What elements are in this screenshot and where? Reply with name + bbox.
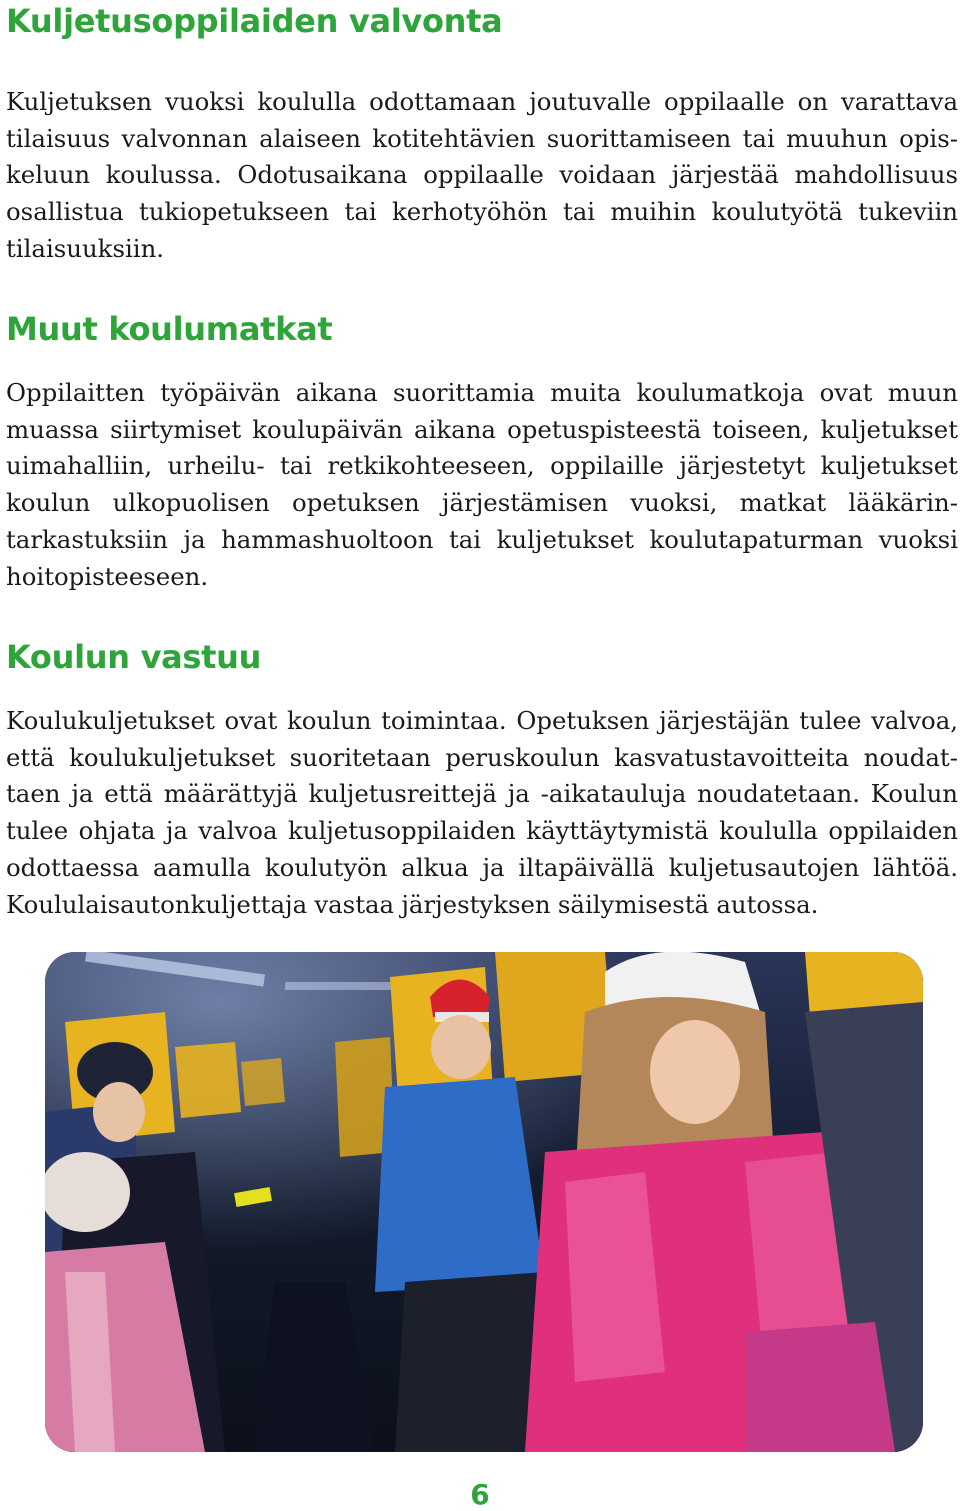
- section-title-muut-koulumatkat: Muut koulumatkat: [6, 310, 333, 348]
- section-title-kuljetusoppilaiden-valvonta: Kuljetusoppilaiden valvonta: [6, 2, 503, 40]
- school-bus-children-photo: [45, 952, 923, 1452]
- section-body-koulun-vastuu: Koulukuljetukset ovat koulun toimintaa. Opetuksen järjestäjän tulee valvoa, että koulukuljetukset suoritetaan peruskoulun kasvatustavoitteita noudattaen ja että määrättyjä kuljetusreittejä ja -aikatauluja noudatetaan. Koulun tulee ohjata ja valvoa kuljetusoppilaiden käyttäytymistä koululla oppilaiden odottaessa aamulla koulutyön alkua ja iltapäivällä kuljetusautojen lähtöä. Koululaisautonkuljettaja vastaa järjestyksen säilymisestä autossa.: [6, 706, 958, 919]
- section-body-kuljetusoppilaiden-valvonta: Kuljetuksen vuoksi koululla odottamaan joutuvalle oppilaalle on varattava tilaisuus valvonnan alaiseen kotitehtävien suorittamiseen tai muuhun opiskeluun koulussa. Odotusaikana oppilaalle voidaan järjestää mahdollisuus osallistua tukiopetukseen tai kerhotyöhön tai muihin koulutyötä tukeviin tilaisuuksiin.: [6, 87, 958, 263]
- section-body-muut-koulumatkat: Oppilaitten työpäivän aikana suorittamia muita koulumatkoja ovat muun muassa siirtymiset koulupäivän aikana opetuspisteestä toiseen, kuljetukset uimahalliin, urheilu- tai retkikohteeseen, oppilaille järjestetyt kuljetukset koulun ulkopuolisen opetuksen järjestämisen vuoksi, matkat lääkärintarkastuksiin ja hammashuoltoon tai kuljetukset koulutapaturman vuoksi hoitopisteeseen.: [6, 378, 958, 591]
- section-title-koulun-vastuu: Koulun vastuu: [6, 638, 262, 676]
- page-number: 6: [470, 1478, 490, 1511]
